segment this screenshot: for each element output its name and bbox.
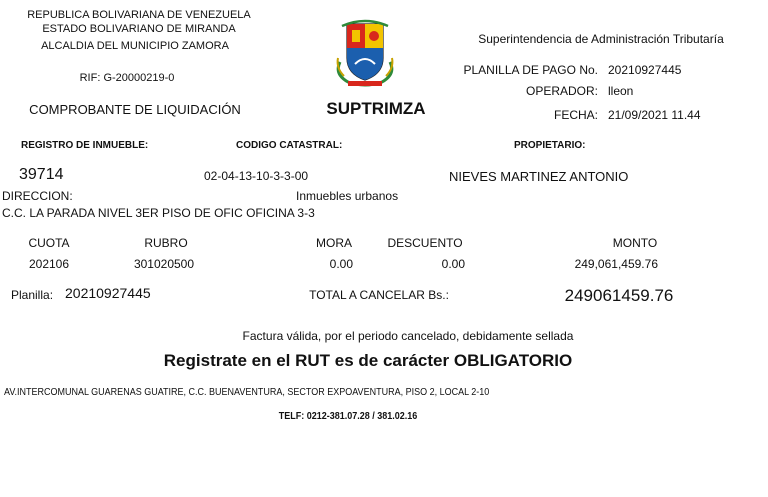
doc-type-title: COMPROBANTE DE LIQUIDACIÓN — [29, 102, 241, 117]
registry-label: REGISTRO DE INMUEBLE: — [21, 140, 149, 151]
col-header-monto: MONTO — [612, 236, 658, 250]
header-state: ESTADO BOLIVARIANO DE MIRANDA — [42, 23, 236, 35]
owner-label: PROPIETARIO: — [514, 140, 586, 151]
planilla-label: PLANILLA DE PAGO No. — [463, 63, 598, 77]
row-mora: 0.00 — [329, 257, 353, 271]
agency-full-name: Superintendencia de Administración Tributaría — [478, 32, 724, 46]
col-header-mora: MORA — [316, 236, 352, 250]
row-monto: 249,061,459.76 — [574, 257, 658, 271]
row-descuento: 0.00 — [441, 257, 465, 271]
agency-short-name: SUPTRIMZA — [326, 99, 426, 118]
address-label: DIRECCION: — [2, 189, 73, 203]
col-header-rubro: RUBRO — [144, 236, 188, 250]
operator-label: OPERADOR: — [525, 84, 598, 98]
property-type: Inmuebles urbanos — [296, 189, 399, 203]
office-address: AV.INTERCOMUNAL GUARENAS GUATIRE, C.C. BUENAVENTURA, SECTOR EXPOAVENTURA, PISO 2, LOCAL 2-10 — [4, 387, 490, 398]
header-rif: RIF: G-20000219-0 — [79, 72, 175, 84]
total-value: 249061459.76 — [564, 286, 674, 305]
date-label: FECHA: — [553, 108, 598, 122]
header-municipality: ALCALDIA DEL MUNICIPIO ZAMORA — [41, 40, 229, 52]
col-header-cuota: CUOTA — [28, 236, 70, 250]
row-cuota: 202106 — [28, 257, 70, 271]
registry-value: 39714 — [19, 166, 64, 183]
total-label: TOTAL A CANCELAR Bs.: — [309, 288, 449, 302]
operator-value: lleon — [608, 84, 634, 98]
totals-planilla-value: 20210927445 — [65, 285, 151, 301]
date-value: 21/09/2021 11.44 — [608, 108, 701, 122]
row-rubro: 301020500 — [133, 257, 195, 271]
address-value: C.C. LA PARADA NIVEL 3ER PISO DE OFIC OFICINA 3-3 — [2, 206, 315, 220]
cadastral-value: 02-04-13-10-3-3-00 — [204, 169, 309, 183]
validity-note: Factura válida, por el periodo cancelado, debidamente sellada — [242, 329, 574, 343]
totals-planilla-label: Planilla: — [11, 288, 54, 302]
cadastral-label: CODIGO CATASTRAL: — [236, 140, 343, 151]
rut-notice: Registrate en el RUT es de carácter OBLIGATORIO — [163, 351, 573, 370]
col-header-descuento: DESCUENTO — [387, 236, 463, 250]
header-republic: REPUBLICA BOLIVARIANA DE VENEZUELA — [27, 9, 251, 21]
office-phone: TELF: 0212-381.07.28 / 381.02.16 — [278, 411, 418, 422]
coat-of-arms-logo — [330, 18, 400, 88]
planilla-number: 20210927445 — [608, 63, 682, 77]
owner-value: NIEVES MARTINEZ ANTONIO — [449, 169, 629, 184]
